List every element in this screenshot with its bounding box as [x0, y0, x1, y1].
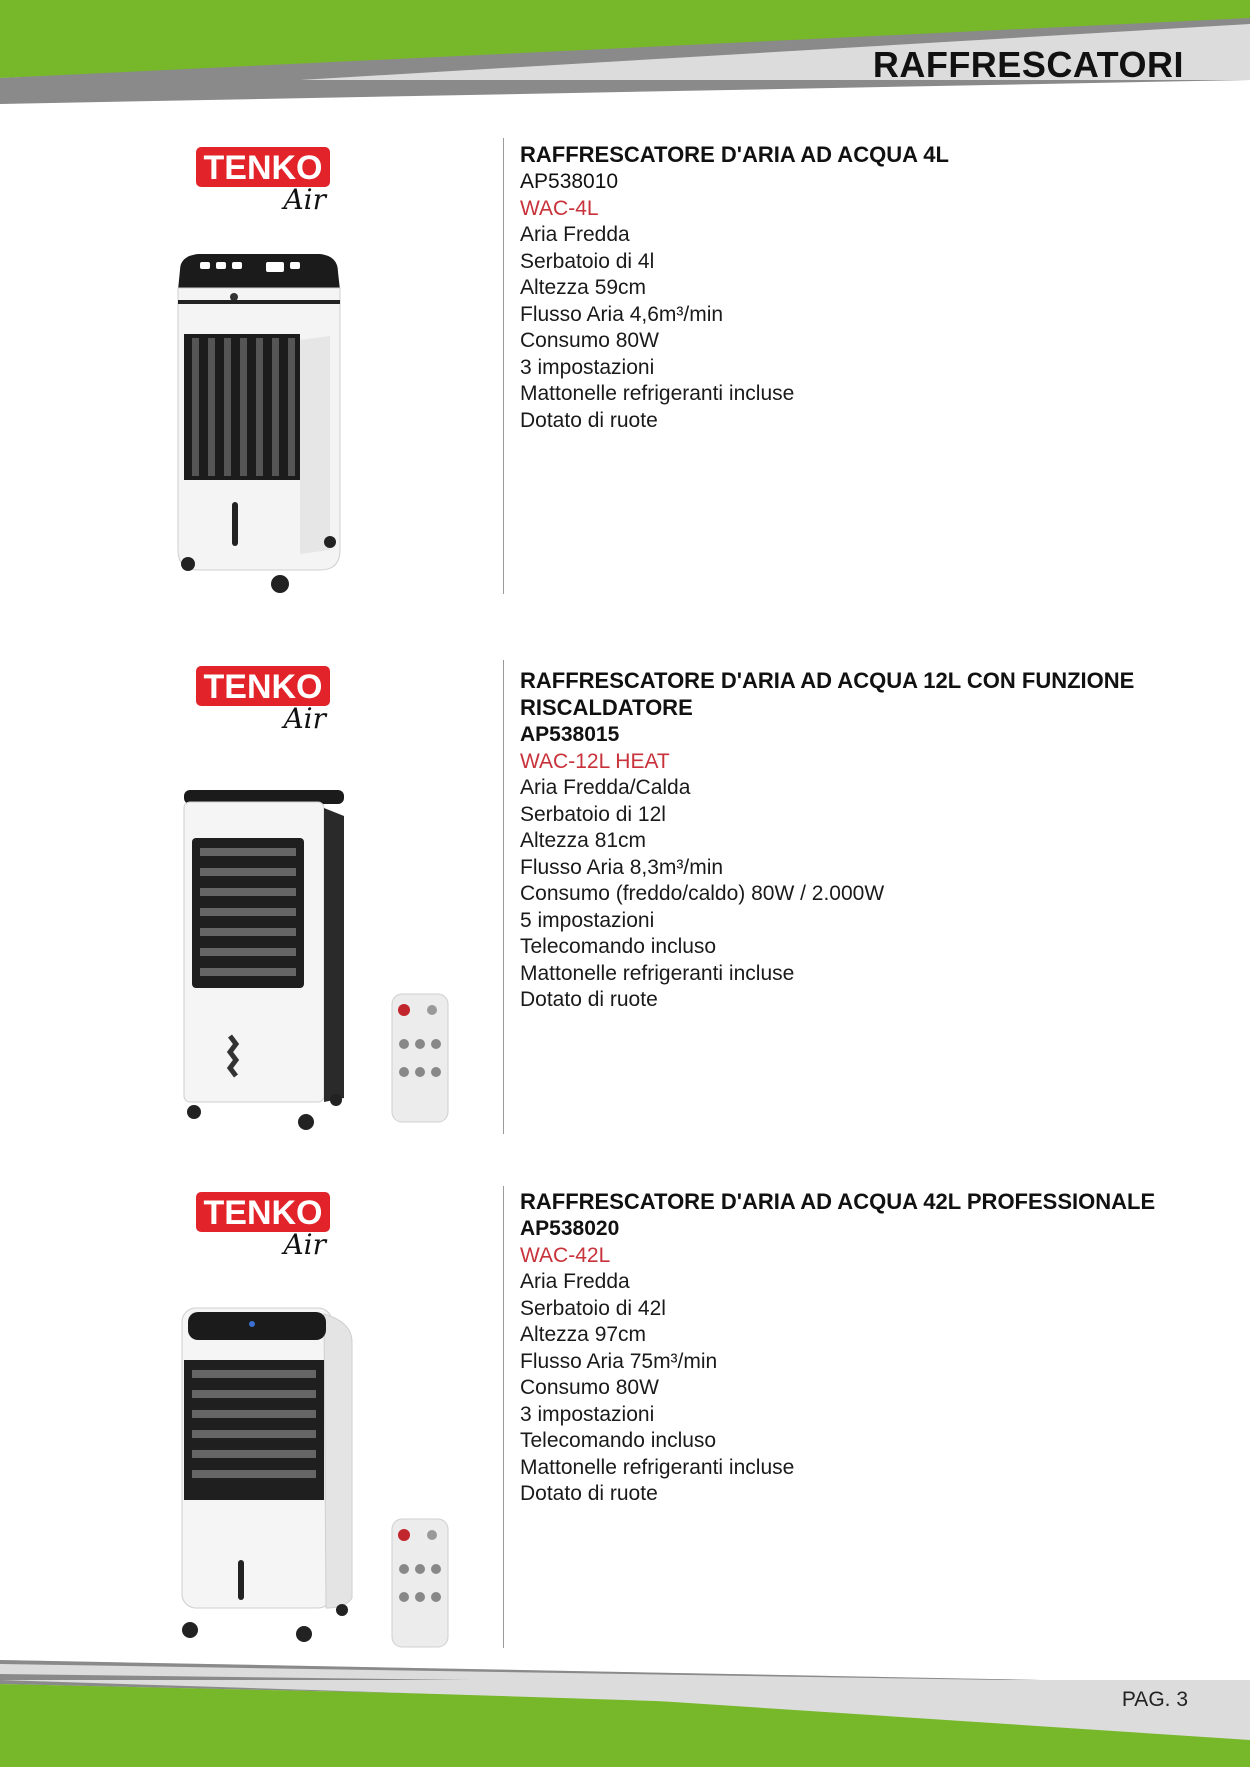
page-number: PAG. 3 — [1121, 1688, 1188, 1711]
feature-item: Altezza 59cm — [520, 276, 647, 299]
tenko-air-logo — [194, 143, 344, 215]
air-cooler-42l-image — [176, 1302, 356, 1642]
feature-item: Consumo (freddo/caldo) 80W / 2.000W — [520, 882, 885, 905]
feature-item: Consumo 80W — [520, 1376, 659, 1399]
feature-item: 5 impostazioni — [520, 908, 655, 932]
feature-item: Flusso Aria 75m³/min — [520, 1349, 718, 1373]
remote-control-image — [390, 1517, 450, 1649]
feature-item: 3 impostazioni — [520, 1402, 655, 1426]
feature-list — [520, 222, 1200, 434]
brand-name: TENKO — [203, 1194, 323, 1232]
feature-item: Altezza 97cm — [520, 1323, 647, 1346]
feature-item: Mattonelle refrigeranti incluse — [520, 382, 795, 405]
product-code: AP538010 — [520, 170, 619, 193]
footer-light-band — [0, 1680, 1250, 1740]
product-model: WAC-4L — [520, 197, 599, 220]
air-cooler-12l-image — [178, 788, 358, 1133]
feature-item: Altezza 81cm — [520, 829, 647, 852]
feature-item: Dotato di ruote — [520, 988, 658, 1011]
brand-name: TENKO — [203, 668, 323, 706]
feature-item: Serbatoio di 4l — [520, 249, 655, 273]
feature-item: 3 impostazioni — [520, 355, 655, 379]
product-info — [520, 1188, 1200, 1508]
product-name: RAFFRESCATORE D'ARIA AD ACQUA 42L PROFESSIONALE — [520, 1189, 1156, 1214]
brand-sub: Air — [283, 1228, 326, 1260]
feature-item: Aria Fredda — [520, 1270, 630, 1293]
feature-item: Telecomando incluso — [520, 1429, 717, 1452]
product-info — [520, 141, 1200, 434]
brand-sub: Air — [283, 183, 326, 215]
brand-sub: Air — [283, 702, 326, 734]
vertical-divider — [503, 138, 504, 594]
brand-name: TENKO — [203, 149, 323, 187]
air-cooler-4l-image — [170, 250, 350, 600]
feature-list — [520, 775, 1200, 1014]
feature-item: Aria Fredda — [520, 223, 630, 246]
product-code: AP538020 — [520, 1217, 620, 1240]
vertical-divider — [503, 1186, 504, 1648]
feature-item: Dotato di ruote — [520, 1482, 658, 1505]
product-code: AP538015 — [520, 723, 620, 746]
tenko-air-logo — [194, 1188, 344, 1260]
page-title: RAFFRESCATORI — [872, 44, 1184, 85]
feature-item: Mattonelle refrigeranti incluse — [520, 961, 795, 985]
feature-item: Dotato di ruote — [520, 408, 658, 432]
feature-item: Consumo 80W — [520, 329, 659, 352]
feature-item: Serbatoio di 12l — [520, 802, 666, 826]
product-model: WAC-12L HEAT — [520, 750, 670, 773]
tenko-air-logo — [194, 662, 344, 734]
feature-item: Aria Fredda/Calda — [520, 776, 691, 799]
feature-item: Mattonelle refrigeranti incluse — [520, 1455, 795, 1479]
remote-control-image — [390, 992, 450, 1124]
feature-list — [520, 1269, 1200, 1508]
feature-item: Telecomando incluso — [520, 935, 717, 958]
feature-item: Serbatoio di 42l — [520, 1296, 666, 1320]
vertical-divider — [503, 660, 504, 1134]
feature-item: Flusso Aria 4,6m³/min — [520, 302, 724, 326]
product-info — [520, 667, 1200, 1014]
feature-item: Flusso Aria 8,3m³/min — [520, 855, 724, 879]
product-model: WAC-42L — [520, 1244, 611, 1267]
product-name: RAFFRESCATORE D'ARIA AD ACQUA 12L CON FUNZIONE RISCALDATORE — [520, 668, 1135, 720]
product-name: RAFFRESCATORE D'ARIA AD ACQUA 4L — [520, 142, 949, 167]
